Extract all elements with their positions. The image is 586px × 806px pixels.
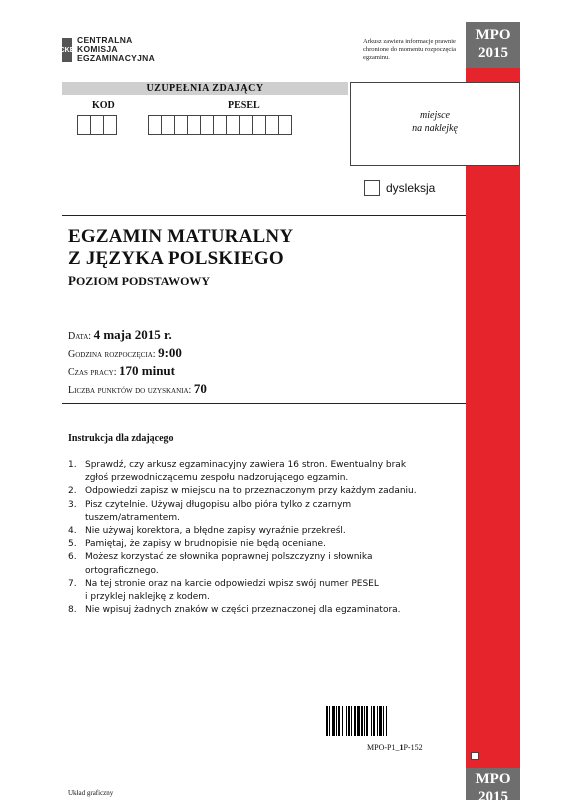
instruction-number: 6. [68, 552, 77, 563]
kod-cell[interactable] [90, 115, 104, 135]
barcode-label-post: P-152 [403, 743, 423, 752]
cke-logo-icon [59, 38, 75, 62]
start-value: 9:00 [158, 345, 182, 360]
points-value: 70 [193, 381, 207, 396]
candidate-section-header: UZUPEŁNIA ZDAJĄCY [62, 82, 348, 95]
start-label: Godzina rozpoczęcia: [68, 349, 156, 360]
pesel-cell[interactable] [265, 115, 279, 135]
kod-label: KOD [92, 100, 115, 111]
exam-points [68, 381, 207, 397]
instruction-number: 4. [68, 526, 77, 537]
instruction-item [68, 525, 458, 538]
instruction-item [68, 551, 458, 577]
pesel-cell[interactable] [200, 115, 214, 135]
instruction-number: 1. [68, 460, 77, 470]
instruction-item [68, 499, 458, 525]
kod-input[interactable] [77, 115, 116, 135]
sticker-label: na naklejkę [412, 123, 458, 134]
instruction-item [68, 604, 458, 617]
logo-mark: CKE [59, 46, 75, 54]
divider [62, 403, 466, 404]
pesel-cell[interactable] [239, 115, 253, 135]
instruction-number: 7. [68, 578, 77, 589]
barcode-gap [387, 706, 389, 736]
pesel-label: PESEL [228, 100, 260, 111]
exam-level [68, 273, 210, 289]
confidentiality-notice: Arkusz zawiera informacje prawnie chronione do momentu rozpoczęcia egzaminu. [363, 38, 456, 61]
instruction-item [68, 578, 458, 604]
date-label: Data: [68, 331, 92, 342]
pesel-cell[interactable] [252, 115, 266, 135]
instruction-text: Nie używaj korektora, a błędne zapisy wyraźnie przekreśl. [85, 526, 346, 537]
barcode-label-pre: MPO-P1_ [367, 743, 400, 752]
instruction-text: Pamiętaj, że zapisy w brudnopisie nie będą oceniane. [85, 539, 326, 550]
instruction-item [68, 459, 458, 485]
instruction-number: 2. [68, 486, 77, 497]
instruction-item [68, 485, 458, 498]
logo-text [77, 36, 155, 63]
divider [62, 215, 466, 216]
exam-duration [68, 363, 175, 379]
instruction-text: Odpowiedzi zapisz w miejscu na to przeznaczonym przy każdym zadaniu. [85, 486, 417, 497]
exam-title [68, 226, 293, 270]
dyslexia-checkbox[interactable] [364, 180, 380, 196]
pesel-cell[interactable] [213, 115, 227, 135]
logo-line: CENTRALNA [77, 35, 133, 45]
level-rest: OZIOM PODSTAWOWY [75, 274, 211, 288]
exam-code-year: 2015 [478, 45, 508, 61]
exam-code-line: MPO [475, 27, 511, 43]
pesel-cell[interactable] [148, 115, 162, 135]
red-stripe [466, 68, 520, 768]
title-line: Z JĘZYKA POLSKIEGO [68, 248, 284, 269]
instruction-text: Sprawdź, czy arkusz egzaminacyjny zawiera 16 stron. Ewentualny brak zgłoś przewodniczącemu zespołu nadzorującego egzamin. [85, 460, 407, 484]
instructions-list [68, 459, 458, 617]
logo-line: EGZAMINACYJNA [77, 53, 156, 63]
dyslexia-label: dysleksja [386, 181, 436, 195]
pesel-cell[interactable] [187, 115, 201, 135]
instructions-heading: Instrukcja dla zdającego [68, 433, 174, 444]
points-label: Liczba punktów do uzyskania: [68, 385, 192, 396]
instruction-item [68, 538, 458, 551]
exam-code-line: MPO [475, 771, 511, 787]
corner-marker [471, 752, 479, 760]
duration-value: 170 minut [119, 363, 175, 378]
duration-label: Czas pracy: [68, 367, 117, 378]
instruction-number: 8. [68, 605, 77, 616]
level-initial: P [68, 273, 76, 288]
kod-cell[interactable] [77, 115, 91, 135]
instruction-text: Pisz czytelnie. Używaj długopisu albo pióra tylko z czarnym tuszem/atramentem. [85, 499, 352, 523]
instruction-text: Nie wpisuj żadnych znaków w części przeznaczonej dla egzaminatora. [85, 605, 401, 616]
barcode-label [367, 743, 423, 752]
sticker-label: miejsce [420, 110, 450, 121]
pesel-cell[interactable] [226, 115, 240, 135]
exam-code-year: 2015 [478, 789, 508, 805]
instruction-text: Możesz korzystać ze słownika poprawnej polszczyzny i słownika ortograficznego. [85, 552, 373, 576]
instruction-text: Na tej stronie oraz na karcie odpowiedzi wpisz swój numer PESEL i przyklej naklejkę z kodem. [85, 578, 379, 603]
exam-code-top [466, 22, 520, 68]
pesel-cell[interactable] [174, 115, 188, 135]
sticker-area[interactable] [350, 82, 520, 166]
barcode-icon [326, 706, 450, 736]
date-value: 4 maja 2015 r. [93, 327, 172, 342]
instruction-number: 3. [68, 499, 77, 510]
pesel-cell[interactable] [161, 115, 175, 135]
exam-code-bottom [466, 768, 520, 805]
pesel-input[interactable] [148, 115, 291, 135]
logo-line: KOMISJA [77, 44, 118, 54]
footer-note: Układ graficzny [68, 789, 114, 797]
kod-cell[interactable] [103, 115, 117, 135]
exam-start [68, 345, 182, 361]
title-line: EGZAMIN MATURALNY [68, 226, 294, 247]
pesel-cell[interactable] [278, 115, 292, 135]
barcode-label-bold: 1 [399, 743, 404, 752]
instruction-number: 5. [68, 539, 77, 550]
exam-date [68, 327, 172, 343]
